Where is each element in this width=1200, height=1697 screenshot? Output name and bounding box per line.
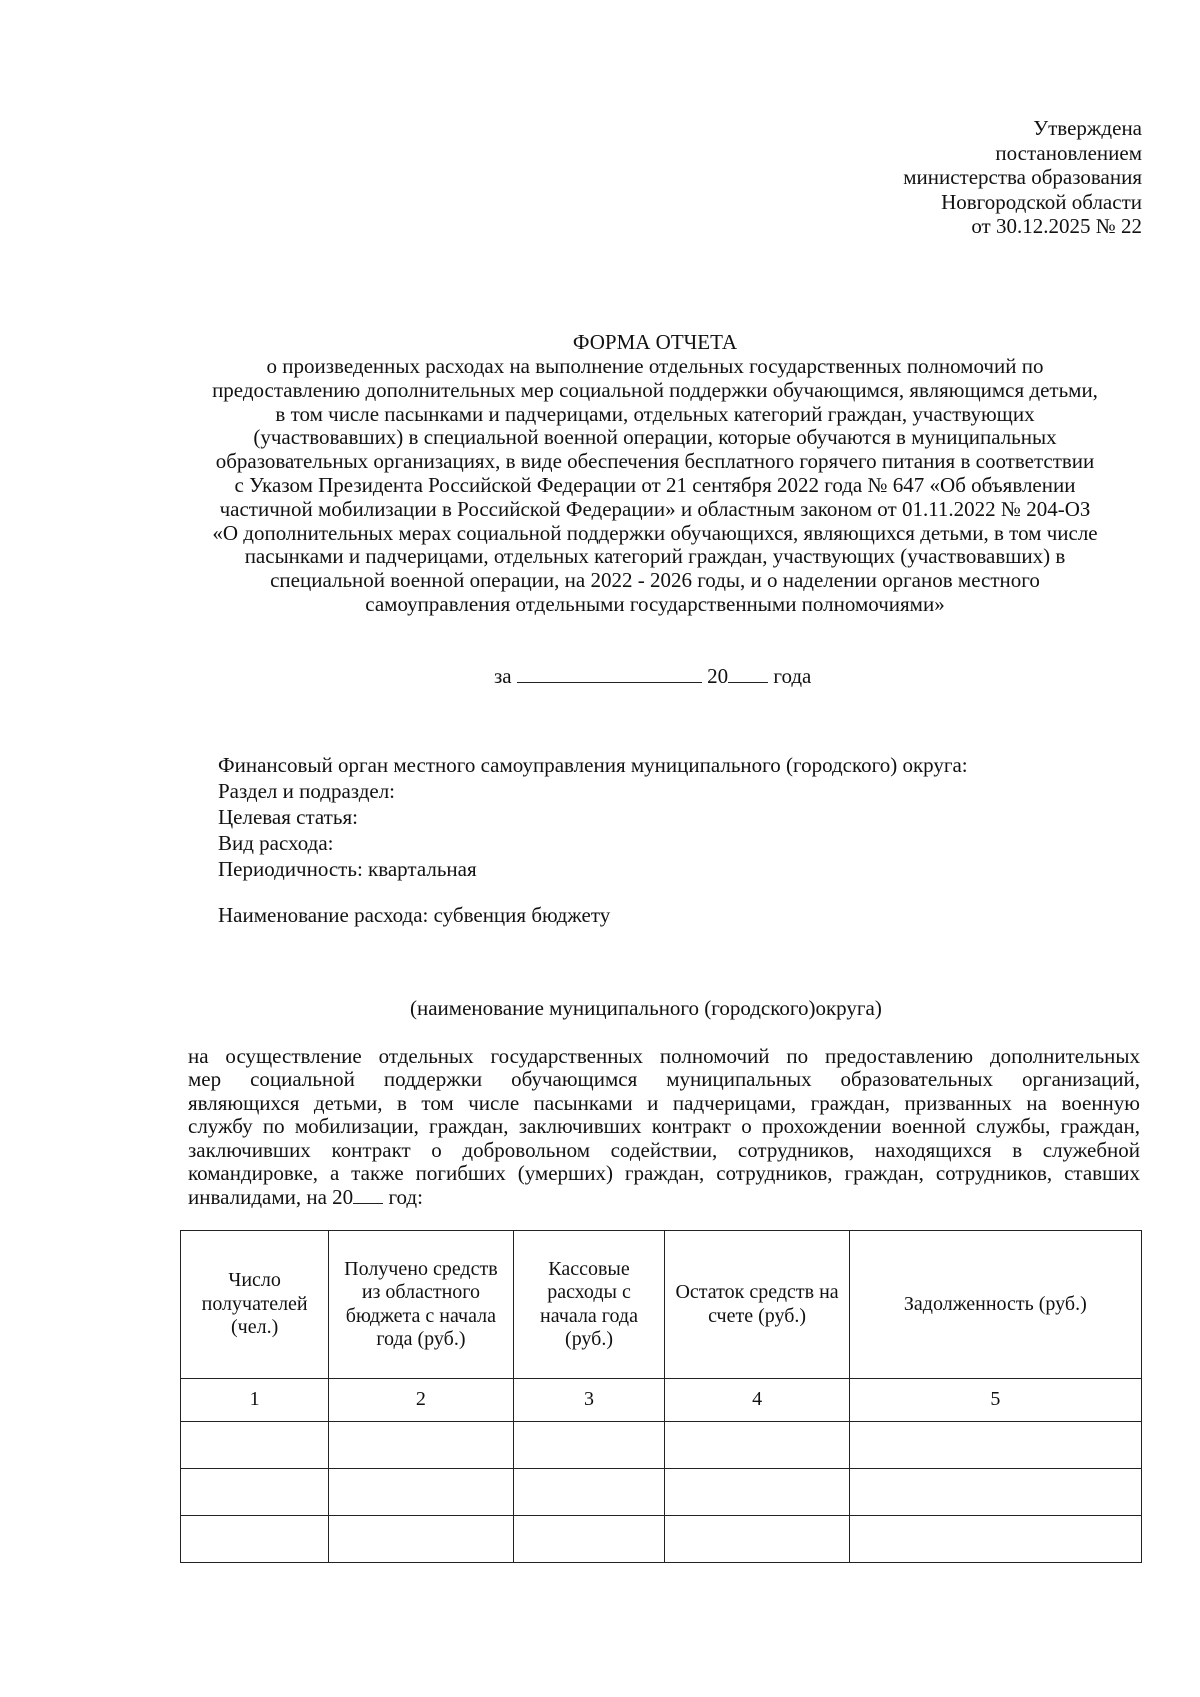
table-cell[interactable]	[181, 1422, 329, 1469]
target-article-label: Целевая статья:	[218, 805, 358, 829]
column-number: 1	[181, 1379, 329, 1422]
expense-name-label: Наименование расхода: субвенция бюджету	[218, 903, 611, 927]
purpose-year-blank-field[interactable]	[353, 1185, 383, 1204]
column-number-row	[181, 1379, 1142, 1422]
table-header-row	[181, 1231, 1142, 1379]
purpose-line: заключивших контракт о добровольном содействии, сотрудников, находящихся в служебной	[188, 1137, 1140, 1162]
subtitle-line: самоуправления отдельными государственными полномочиями»	[365, 591, 945, 616]
table-cell[interactable]	[329, 1516, 513, 1563]
column-number: 3	[513, 1379, 665, 1422]
subtitle-line: специальной военной операции, на 2022 - 2026 годы, и о наделении органов местного	[270, 568, 1040, 593]
purpose-line: службу по мобилизации, граждан, заключивших контракт о прохождении военной службы, граждан,	[188, 1114, 1140, 1139]
table-row	[181, 1516, 1142, 1563]
header-account-balance: Остаток средств на счете (руб.)	[665, 1231, 849, 1379]
subtitle-line: образовательных организациях, в виде обеспечения бесплатного горячего питания в соответствии	[215, 449, 1095, 474]
table-cell[interactable]	[665, 1422, 849, 1469]
table-cell[interactable]	[849, 1422, 1141, 1469]
table-cell[interactable]	[849, 1469, 1141, 1516]
report-period	[494, 664, 811, 688]
period-year-blank-field[interactable]	[728, 664, 768, 683]
column-number: 5	[849, 1379, 1141, 1422]
purpose-line: являющихся детьми, в том числе пасынками и падчерицами, граждан, призванных на военную	[188, 1090, 1140, 1115]
subtitle-line: (участвовавших) в специальной военной операции, которые обучаются в муниципальных	[253, 425, 1057, 450]
purpose-year-suffix: год:	[383, 1185, 423, 1210]
approval-line: министерства образования	[903, 165, 1142, 189]
subtitle-line: предоставлению дополнительных мер социальной поддержки обучающимся, являющимся детьми,	[212, 377, 1098, 402]
purpose-line: на осуществление отдельных государственных полномочий по предоставлению дополнительных	[188, 1044, 1140, 1068]
purpose-last-line	[188, 1185, 1140, 1209]
table-cell[interactable]	[181, 1469, 329, 1516]
purpose-line: командировке, а также погибших (умерших) граждан, сотрудников, граждан, сотрудников, ставших	[188, 1161, 1140, 1186]
table-cell[interactable]	[181, 1516, 329, 1563]
approval-line: Утверждена	[1033, 116, 1142, 140]
table-cell[interactable]	[513, 1516, 665, 1563]
expense-type-label: Вид расхода:	[218, 831, 334, 855]
table-row	[181, 1469, 1142, 1516]
section-label: Раздел и подраздел:	[218, 779, 396, 803]
subtitle-line: частичной мобилизации в Российской Федерации» и областным законом от 01.11.2022 № 204-ОЗ	[219, 496, 1091, 521]
period-blank-field[interactable]	[517, 664, 702, 683]
financial-body-label: Финансовый орган местного самоуправления муниципального (городского) округа:	[218, 753, 968, 777]
column-number: 2	[329, 1379, 513, 1422]
subtitle-line: «О дополнительных мерах социальной поддержки обучающихся, являющихся детьми, в том числе	[212, 520, 1098, 545]
purpose-line: мер социальной поддержки обучающимся муниципальных образовательных организаций,	[188, 1067, 1140, 1092]
district-caption: (наименование муниципального (городского)округа)	[410, 996, 882, 1020]
approval-stamp	[903, 116, 1142, 239]
table-cell[interactable]	[665, 1516, 849, 1563]
approval-line: от 30.12.2025 № 22	[971, 214, 1142, 238]
table-row	[181, 1422, 1142, 1469]
table-cell[interactable]	[513, 1469, 665, 1516]
subtitle-line: пасынками и падчерицами, отдельных категорий граждан, участвующих (участвовавших) в	[244, 544, 1066, 569]
report-details	[218, 752, 968, 882]
header-recipients-count: Число получателей (чел.)	[181, 1231, 329, 1379]
form-subtitle	[170, 355, 1140, 617]
form-title: ФОРМА ОТЧЕТА	[572, 330, 738, 354]
table-cell[interactable]	[849, 1516, 1141, 1563]
approval-line: постановлением	[995, 140, 1142, 165]
table-cell[interactable]	[665, 1469, 849, 1516]
approval-line: Новгородской области	[941, 189, 1142, 214]
table-cell[interactable]	[329, 1469, 513, 1516]
header-cash-expenses: Кассовые расходы с начала года (руб.)	[513, 1231, 665, 1379]
table-cell[interactable]	[329, 1422, 513, 1469]
purpose-paragraph	[188, 1045, 1140, 1210]
subtitle-line: в том числе пасынками и падчерицами, отдельных категорий граждан, участвующих	[275, 401, 1035, 426]
period-prefix: за	[494, 664, 512, 688]
header-debt: Задолженность (руб.)	[849, 1231, 1141, 1379]
report-table	[180, 1230, 1142, 1563]
period-suffix: года	[773, 664, 812, 688]
purpose-year-prefix: инвалидами, на 20	[188, 1185, 354, 1210]
subtitle-line: с Указом Президента Российской Федерации от 21 сентября 2022 года № 647 «Об объявлении	[234, 472, 1076, 497]
period-year-prefix: 20	[707, 664, 729, 688]
periodicity-label: Периодичность: квартальная	[218, 857, 477, 881]
header-funds-received: Получено средств из областного бюджета с начала года (руб.)	[329, 1231, 513, 1379]
table-cell[interactable]	[513, 1422, 665, 1469]
column-number: 4	[665, 1379, 849, 1422]
subtitle-line: о произведенных расходах на выполнение отдельных государственных полномочий по	[266, 354, 1044, 378]
